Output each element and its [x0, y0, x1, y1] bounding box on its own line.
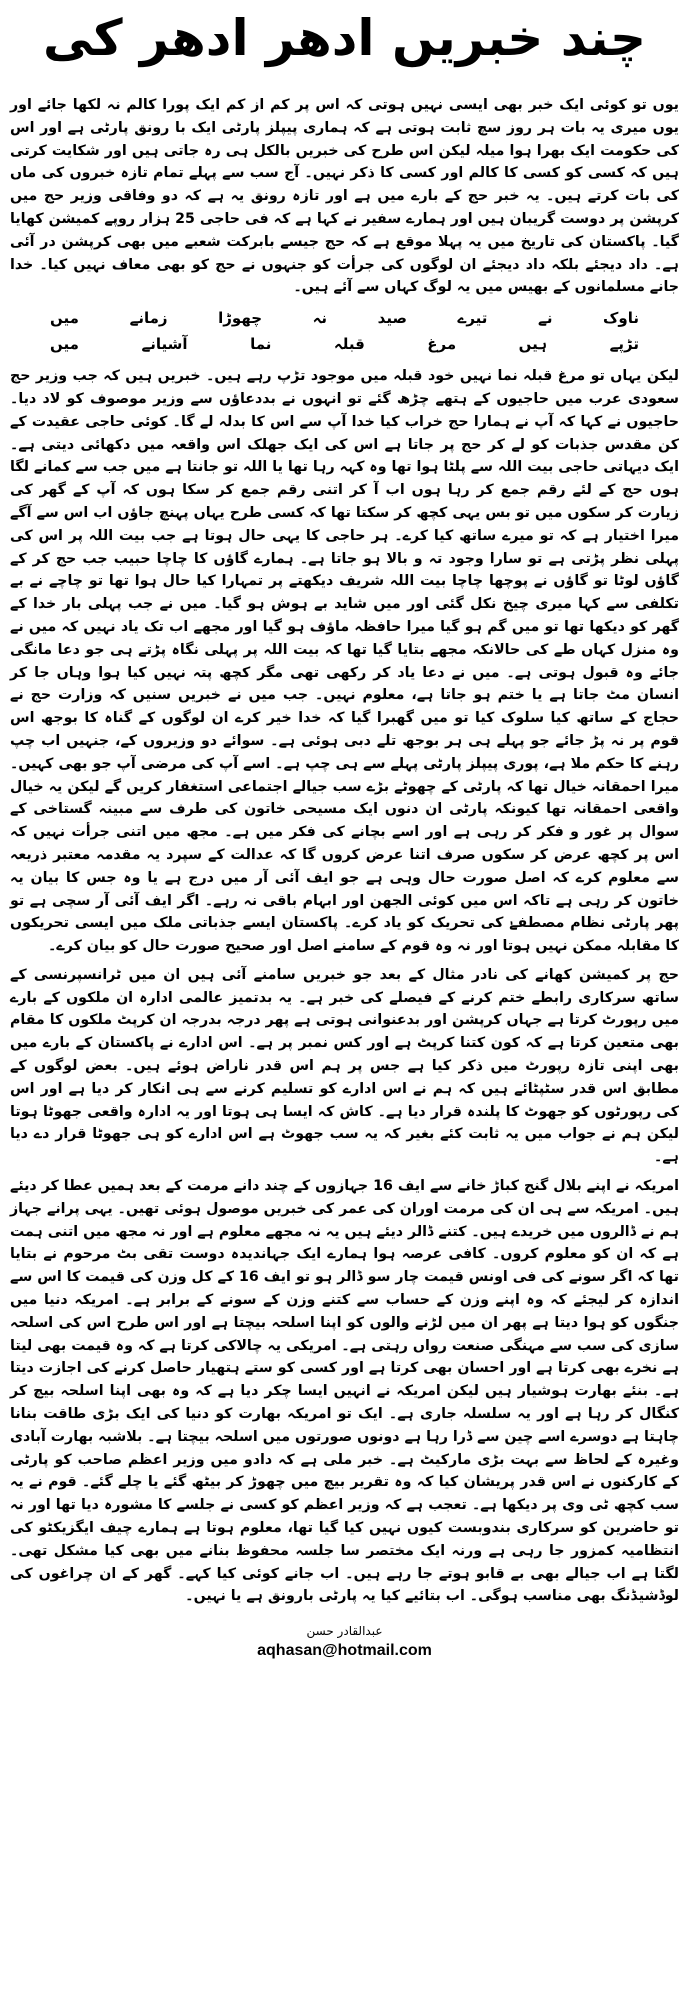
couplet-word: قبلہ [333, 335, 365, 354]
couplet-word: ہیں [518, 335, 548, 354]
couplet [50, 305, 639, 357]
headline: چند خبریں ادھر ادھر کی [42, 9, 647, 67]
couplet-word: صید [377, 309, 407, 328]
couplet-word: تڑپے [609, 335, 639, 354]
couplet-word: ناوک [603, 309, 639, 328]
paragraph-4: امریکہ نے اپنے بلال گنج کباڑ خانے سے ایف 16 جہازوں کے چند دانے مرمت کے بعد ہمیں عطا کر دیئے ہیں۔ امریکہ سے ہی ان کی مرمت اوران کی عمر کی خبریں موصول ہوئی تھیں۔ یہی پرانے جہاز ہم نے ڈالروں میں خریدے ہیں۔ کتنے ڈالر دیئے ہیں یہ نہ مجھے معلوم ہے اور نہ مجھ میں اتنی ہمت ہے کہ ان کو معلوم کروں۔ کافی عرصہ ہوا ہمارے ایک جہاندیدہ دوست تقی بٹ مرحوم نے بتایا تھا کہ اگر سونے کی فی اونس قیمت چار سو ڈالر ہو تو ایف 16 کے کل وزن کی قیمت کا اس سے اندازہ کر لیجئے کہ وہ اپنے وزن کے حساب سے کتنے وزن کے سونے کے برابر ہے۔ امریکہ دنیا میں جنگوں کو ہوا دیتا ہے پھر ان میں لڑنے والوں کو اپنا اسلحہ بیچتا ہے اور اس طرح اس کی اسلحہ سازی کی سب سے مہنگی صنعت رواں رہتی ہے۔ امریکی یہ چالاکی کرتا ہے کہ وہ قیمت بھی لیتا ہے نخرے بھی کرتا ہے اور احسان بھی کرتا ہے اور کسی کو ستے ہتھیار حاصل کرنے کی اجازت دیتا ہے۔ بنئے بھارت ہوشیار ہیں لیکن امریکہ نے انہیں ایسا چکر دیا ہے کہ وہ بھی اپنا اسلحہ بیچ کر کنگال کر رہا ہے اور یہ سلسلہ جاری ہے۔ ایک تو امریکہ بھارت کو دنیا کی ایک بڑی طاقت بنانا چاہتا ہے دوسرے اسے چین سے ڈرا رہا ہے دونوں صورتوں میں اسلحہ بیچتا ہے۔ بلاشبہ بھارت آبادی وغیرہ کے لحاظ سے بہت بڑی مارکیٹ ہے۔ خبر ملی ہے کہ دادو میں وزیر اعظم صاحب کو پارٹی کے کارکنوں نے اس قدر پریشان کیا کہ وہ تقریر بیچ میں چھوڑ کر بیٹھ گئے یا چلے گئے۔ قوم نے یہ سب کچھ ٹی وی پر دیکھا ہے۔ تعجب ہے کہ وزیر اعظم کو کسی نے جلسے کا مشورہ دیا تھا اور نہ تو حاضرین کو سرکاری بندوبست کیوں نہیں کیا گیا تھا، معلوم ہوتا ہے ہمارے چیف ایگزیکٹو کی انتظامیہ کمزور جا رہی ہے ورنہ ایک مختصر سا جلسہ محفوظ بنانے میں بھی کیا مشکل تھی۔ لگتا ہے اب جیالے بھی بے قابو ہوتے جا رہے ہیں۔ اب جانے کوئی کیا کہے۔ گھر کے ان چراغوں کی لوڈشیڈنگ بھی مناسب ہوگی۔ اب بتائیے کیا یہ پارٹی بارونق ہے یا نہیں۔ [10, 1178, 679, 1605]
paragraph-3: حج پر کمیشن کھانے کی نادر مثال کے بعد جو خبریں سامنے آئی ہیں ان میں ٹرانسپرنسی کے ساتھ سرکاری رابطے ختم کرنے کے فیصلے کی خبر ہے۔ یہ بدتمیز عالمی ادارہ ان ملکوں کے بارے میں رپورٹ کرتا ہے جہاں کرپشن اور بدعنوانی ہوتی ہے پھر درجہ بدرجہ ان کرپٹ ملکوں کا مقام بھی متعین کرتا ہے کہ کون کتنا کرپٹ ہے اور کس نمبر پر ہے۔ اس ادارے نے پاکستان کے بارے میں بھی اپنی تازہ رپورٹ میں ذکر کیا ہے جس پر ہم اس قدر ناراض ہوئے ہیں۔ بعض لوگوں کے مطابق اس قدر سٹپٹائے ہیں کہ ہم نے اس ادارے کو تسلیم کرنے سے ہی انکار کر دیا ہے اور اس کی رپورٹوں کو جھوٹ کا پلندہ قرار دیا ہے۔ کاش کہ ایسا ہی ہوتا اور یہ ادارہ واقعی جھوٹا ہوتا لیکن ہم نے جواب میں یہ ثابت کئے بغیر کہ یہ سب جھوٹ ہے اس ادارے کو ہی جھوٹا قرار دے دیا ہے۔ [10, 966, 679, 1166]
couplet-line-1 [50, 305, 639, 331]
couplet-word: میں [50, 309, 79, 328]
signature [10, 1622, 679, 1662]
couplet-line-2 [50, 331, 639, 357]
couplet-word: آشیانے [141, 335, 188, 354]
couplet-word: تیرے [457, 309, 488, 328]
article-body [10, 94, 679, 1608]
couplet-word: چھوڑا [218, 309, 263, 328]
couplet-word: میں [50, 335, 79, 354]
author-email: aqhasan@hotmail.com [257, 1642, 432, 1660]
couplet-word: مرغ [427, 335, 457, 354]
couplet-word: نے [538, 309, 553, 328]
author-name: عبدالقادر حسن [306, 1624, 383, 1639]
paragraph-2: لیکن یہاں تو مرغ قبلہ نما نہیں خود قبلہ میں موجود تڑپ رہے ہیں۔ خبریں ہیں کہ جب وزیر حج سعودی عرب میں حاجیوں کے ہتھے چڑھ گئے تو انہوں نے بددعاؤں سے وزیر موصوف کو لاد دیا۔ حاجیوں نے کہا کہ آپ نے ہمارا حج خراب کیا خدا آپ سے اس کا بدلہ لے گا۔ کوئی حاجی عقیدت کے کن مقدس جذبات کو لے کر حج پر جاتا ہے اس کی ایک جھلک اس واقعہ میں دکھائی دیتی ہے۔ ایک دیہاتی حاجی بیت اللہ سے پلٹا ہوا تھا وہ کہہ رہا تھا یا اللہ تو جانتا ہے میں جب سے کمانے لگا ہوں حج کے لئے رقم جمع کر رہا ہوں اب آ کر اتنی رقم جمع کر سکا ہوں کہ آپ کے گھر کی زیارت کر سکوں میں تو بس یہی کچھ کر سکتا تھا کہ کسی طرح یہاں پہنچ جاؤں اب اس سے آگے میرا اختیار ہے کہ تو میرے ساتھ کیا کرے۔ ہر حاجی کا یہی حال ہوتا ہے جب بیت اللہ پر اس کی پہلی نظر پڑتی ہے تو سارا وجود تہ و بالا ہو جاتا ہے۔ ہمارے گاؤں کا چاچا حبیب جب حج کر کے گاؤں لوٹا تو گاؤں نے پوچھا چاچا بیت اللہ شریف دیکھتے پر تمہارا کیا حال ہوا تھا تو چاچے نے بے تکلفی سے کہا میری چیخ نکل گئی اور میں شاید بے ہوش ہو گیا۔ میں نے جب پہلی بار خدا کے گھر کو دیکھا تھا تو میں گم ہو گیا میرا حافظہ ماؤف ہو گیا اور مجھے اب تک یاد نہیں کہ میں نے وہ منزل کہاں طے کی حالانکہ مجھے بتایا گیا تھا کہ بیت اللہ پر پہلی نگاہ پڑتے ہی جو دعا مانگی جائے وہ قبول ہوتی ہے۔ میں نے دعا یاد کر رکھی تھی مگر کچھ پتہ نہیں کیا ہوا وہاں جا کر انسان مٹ جاتا ہے یا ختم ہو جاتا ہے، معلوم نہیں۔ جب میں نے خبریں سنیں کہ وزارت حج نے حجاج کے ساتھ کیا سلوک کیا تو میں گھبرا گیا کہ خدا خیر کرے ان لوگوں کے گناہ کا بوجھ اس قوم پر نہ پڑ جائے جو پہلے ہی ہر بوجھ تلے دبی ہوئی ہے۔ سوائے دو وزیروں کے، جنہیں اب چپ رہنے کا حکم ملا ہے، پوری پیپلز پارٹی پہلے سے ہی چپ ہے۔ اسے آپ کی مرضی آپ جو بھی کہیں۔ میرا احمقانہ خیال تھا کہ پارٹی کے چھوٹے بڑے سب جیالے اجتماعی استغفار کریں گے لیکن یہ خیال واقعی احمقانہ تھا کیونکہ پارٹی ان دنوں ایک مسیحی خاتون کی طرف سے مبینہ گستاخی کے سوال پر غور و فکر کر رہی ہے اور اسے بچانے کی فکر میں ہے۔ مجھ میں اتنی جرأت نہیں کہ اس پر کچھ عرض کر سکوں صرف اتنا عرض کروں گا کہ عدالت کے سپرد یہ مقدمہ معتبر ذریعہ سے معلوم کرے کہ اصل صورت حال وہی ہے جو ایف آئی آر میں درج ہے یا وہ جس کا بیان یہ خاتون کر رہی ہے تاکہ اس میں کوئی الجھن اور ابہام باقی نہ رہے۔ اگر ایف آئی آر سچی ہے تو پھر پارٹی نظام مصطفےٰ کی تحریک کو یاد کرے۔ پاکستان ایسے جذباتی ملک میں ایسی تحریکوں کا مقابلہ ممکن نہیں ہوتا اور نہ وہ قوم کے سامنے اصل اور صحیح صورت حال کو بیان کرے۔ [10, 368, 679, 955]
paragraph-1: یوں تو کوئی ایک خبر بھی ایسی نہیں ہوتی کہ اس پر کم از کم ایک پورا کالم نہ لکھا جائے اور یوں میری یہ بات ہر روز سچ ثابت ہوتی ہے کہ ہماری پیپلز پارٹی ایک با رونق پارٹی ہے اور اس کی حکومت ایک بھرا ہوا میلہ لیکن اس طرح کی خبریں بالکل ہی رہ جاتی ہیں اور شکایت کرتی ہیں کہ کسی کو کسی کا کالم اور کسی کا ذکر نہیں۔ آج سب سے پہلے تمام تازہ خبروں کی ماں کی بات کرتے ہیں۔ یہ خبر حج کے بارے میں ہے اور تازہ رونق یہ ہے کہ دو وفاقی وزیر حج میں کرپشن پر دوست گریبان ہیں اور ہمارے سفیر نے کہا ہے کہ فی حاجی 25 ہزار روپے کمیشن کھایا گیا۔ پاکستان کی تاریخ میں یہ پہلا موقع ہے کہ حج جیسے بابرکت شعبے میں بھی کرپشن در آئی ہے۔ داد دیجئے بلکہ داد دیجئے ان لوگوں کی جرأت کو جنہوں نے حج کو بھی معاف نہیں کیا۔ خدا جانے مسلمانوں کے بھیس میں یہ لوگ کہاں سے آئے ہیں۔ [10, 97, 679, 296]
couplet-word: نما [250, 335, 272, 354]
couplet-word: زمانے [129, 309, 168, 328]
couplet-word: نہ [312, 309, 328, 328]
